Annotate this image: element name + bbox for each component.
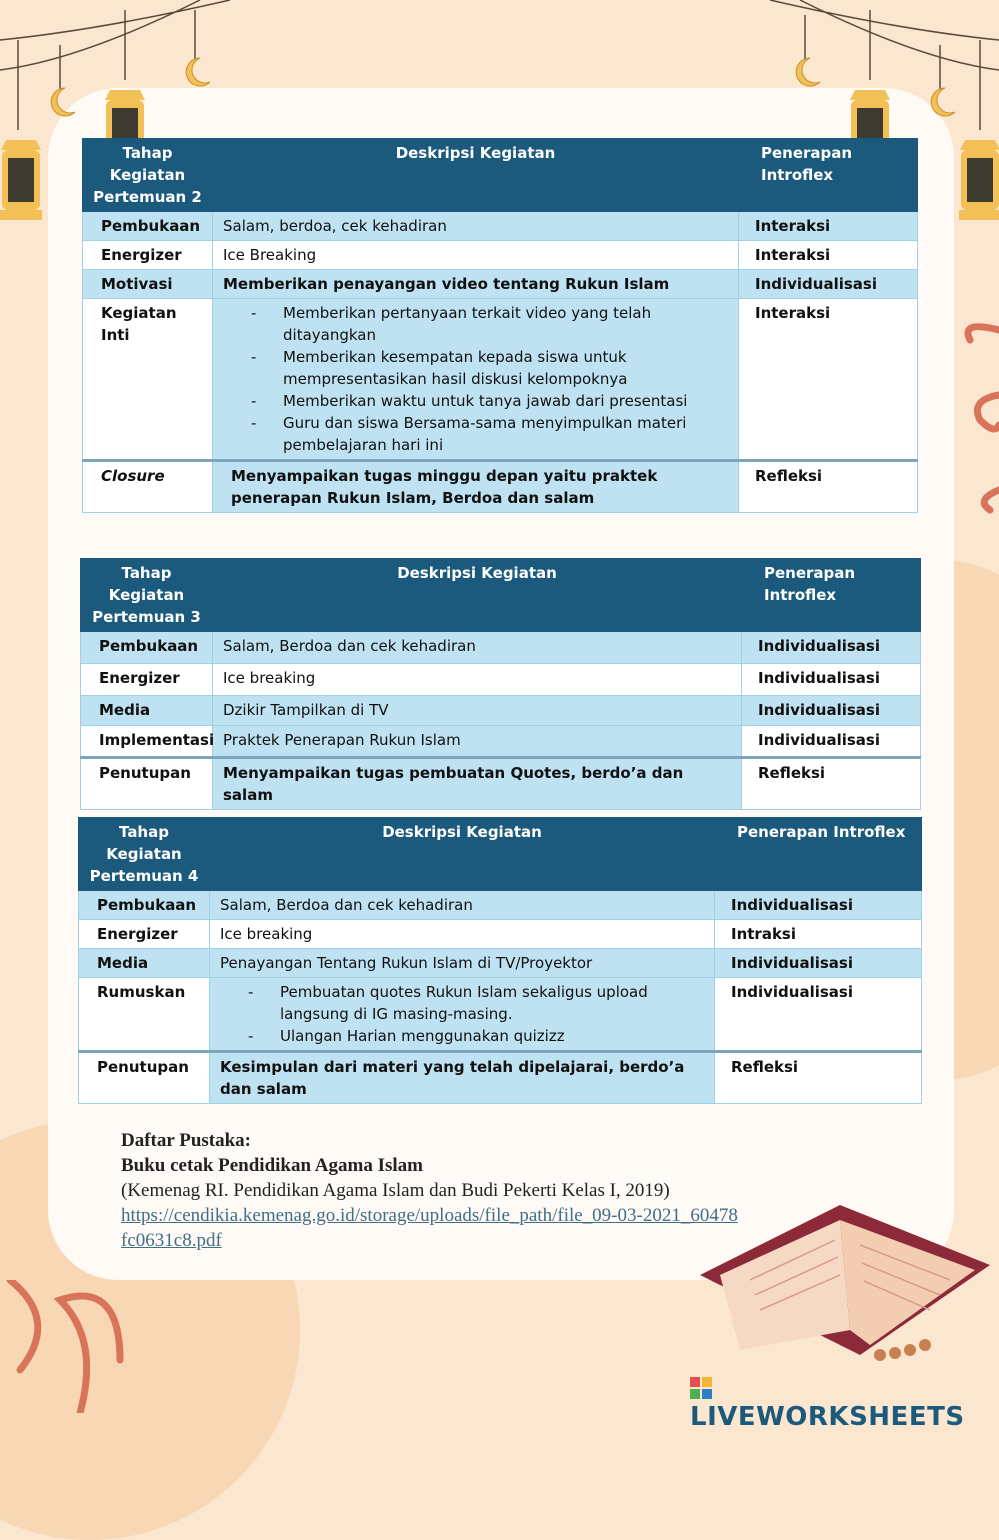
table-row (79, 920, 922, 949)
stage-cell: Penutupan (81, 758, 213, 810)
header-description: Deskripsi Kegiatan (213, 559, 742, 632)
table-row (79, 891, 922, 920)
list-item: - Pembuatan quotes Rukun Islam sekaligus upload langsung di IG masing-masing. (220, 981, 704, 1025)
introflex-cell: Individualisasi (715, 978, 922, 1052)
table-row (81, 696, 921, 726)
header-description: Deskripsi Kegiatan (213, 139, 739, 212)
list-item: - Ulangan Harian menggunakan quizizz (220, 1025, 704, 1047)
stage-cell: Penutupan (79, 1052, 210, 1104)
description-cell: Kesimpulan dari materi yang telah dipelajarai, berdo’a dan salam (210, 1052, 715, 1104)
open-book-icon (690, 1195, 999, 1365)
table-row (79, 1052, 922, 1104)
table-row (83, 299, 918, 461)
list-item: - Memberikan waktu untuk tanya jawab dari presentasi (223, 390, 728, 412)
stage-cell: Energizer (83, 241, 213, 270)
liveworksheets-mark-icon (690, 1377, 712, 1399)
activity-table-meeting-3 (80, 558, 921, 810)
stage-cell: Energizer (81, 664, 213, 696)
description-cell (210, 978, 715, 1052)
introflex-cell: Refleksi (715, 1052, 922, 1104)
description-cell: Ice breaking (210, 920, 715, 949)
description-cell: Salam, berdoa, cek kehadiran (213, 212, 739, 241)
activity-table-meeting-2 (82, 138, 918, 513)
introflex-cell: Intraksi (715, 920, 922, 949)
stage-cell: Kegiatan Inti (83, 299, 213, 461)
introflex-cell: Individualisasi (715, 891, 922, 920)
header-introflex: Penerapan Introflex (715, 818, 922, 891)
introflex-cell: Individualisasi (742, 726, 921, 758)
description-cell: Memberikan penayangan video tentang Rukun Islam (213, 270, 739, 299)
stage-cell: Media (81, 696, 213, 726)
description-cell: Menyampaikan tugas pembuatan Quotes, berdo’a dan salam (213, 758, 742, 810)
description-cell: Menyampaikan tugas minggu depan yaitu praktek penerapan Rukun Islam, Berdoa dan salam (213, 461, 739, 513)
stage-cell: Media (79, 949, 210, 978)
introflex-cell: Refleksi (739, 461, 918, 513)
description-cell: Praktek Penerapan Rukun Islam (213, 726, 742, 758)
stage-cell: Implementasi (81, 726, 213, 758)
description-cell: Ice breaking (213, 664, 742, 696)
table-row (81, 726, 921, 758)
table-row (81, 758, 921, 810)
introflex-cell: Refleksi (742, 758, 921, 810)
table-row (79, 978, 922, 1052)
decorative-swirl-icon (0, 1280, 140, 1413)
introflex-cell: Interaksi (739, 241, 918, 270)
table-row (83, 461, 918, 513)
introflex-cell: Individualisasi (742, 664, 921, 696)
activity-table-meeting-4 (78, 817, 922, 1104)
reference-book: Buku cetak Pendidikan Agama Islam (121, 1155, 423, 1176)
introflex-cell: Individualisasi (742, 632, 921, 664)
stage-cell: Energizer (79, 920, 210, 949)
references-heading: Daftar Pustaka: (121, 1130, 252, 1151)
stage-cell: Rumuskan (79, 978, 210, 1052)
table-row (83, 241, 918, 270)
description-cell: Salam, Berdoa dan cek kehadiran (210, 891, 715, 920)
list-item: - Memberikan kesempatan kepada siswa untuk mempresentasikan hasil diskusi kelompoknya (223, 346, 728, 390)
table-row (79, 949, 922, 978)
header-introflex: Penerapan Introflex (742, 559, 921, 632)
introflex-cell: Interaksi (739, 212, 918, 241)
description-cell: Salam, Berdoa dan cek kehadiran (213, 632, 742, 664)
header-description: Deskripsi Kegiatan (210, 818, 715, 891)
header-stage: Tahap Kegiatan Pertemuan 4 (79, 818, 210, 891)
liveworksheets-logo (690, 1372, 990, 1432)
table-row (83, 212, 918, 241)
table-row (81, 664, 921, 696)
stage-cell: Pembukaan (83, 212, 213, 241)
header-stage: Tahap Kegiatan Pertemuan 3 (81, 559, 213, 632)
stage-cell: Motivasi (83, 270, 213, 299)
list-item: - Guru dan siswa Bersama-sama menyimpulkan materi pembelajaran hari ini (223, 412, 728, 456)
stage-cell: Pembukaan (81, 632, 213, 664)
logo-text: LIVEWORKSHEETS (690, 1402, 965, 1432)
introflex-cell: Individualisasi (742, 696, 921, 726)
description-cell: Ice Breaking (213, 241, 739, 270)
stage-cell: Closure (83, 461, 213, 513)
introflex-cell: Interaksi (739, 299, 918, 461)
introflex-cell: Individualisasi (739, 270, 918, 299)
reference-source: (Kemenag RI. Pendidikan Agama Islam dan Budi Pekerti Kelas I, 2019) (121, 1180, 670, 1201)
list-item: - Memberikan pertanyaan terkait video yang telah ditayangkan (223, 302, 728, 346)
table-row (81, 632, 921, 664)
description-cell: Penayangan Tentang Rukun Islam di TV/Proyektor (210, 949, 715, 978)
introflex-cell: Individualisasi (715, 949, 922, 978)
header-introflex: Penerapan Introflex (739, 139, 918, 212)
header-stage: Tahap Kegiatan Pertemuan 2 (83, 139, 213, 212)
description-cell (213, 299, 739, 461)
references-section (121, 1128, 741, 1253)
description-cell: Dzikir Tampilkan di TV (213, 696, 742, 726)
stage-cell: Pembukaan (79, 891, 210, 920)
reference-link[interactable]: https://cendikia.kemenag.go.id/storage/uploads/file_path/file_09-03-2021_60478fc0631c8.pdf (121, 1205, 738, 1251)
table-row (83, 270, 918, 299)
